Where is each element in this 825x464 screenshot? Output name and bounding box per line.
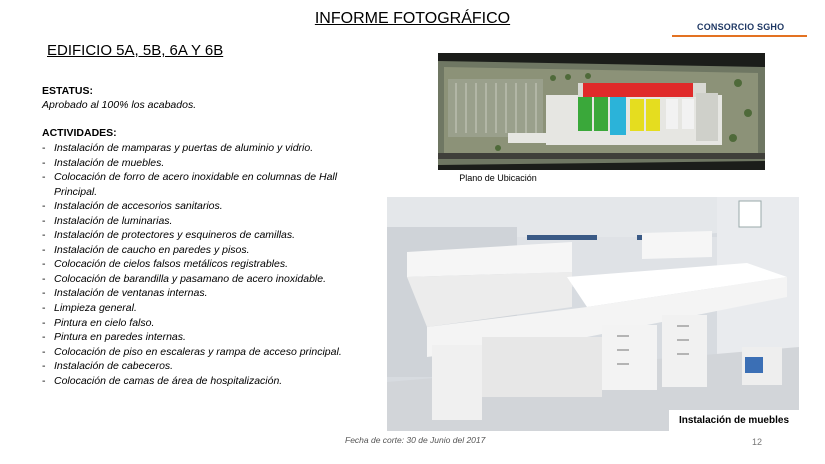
cutoff-date: Fecha de corte: 30 de Junio del 2017 <box>345 435 486 445</box>
activities-label: ACTIVIDADES: <box>42 127 117 139</box>
list-item: - Pintura en paredes internas. <box>42 330 372 345</box>
page-number: 12 <box>752 437 763 447</box>
report-title: INFORME FOTOGRÁFICO <box>314 10 511 27</box>
list-item: - Colocación de barandilla y pasamano de acero inoxidable. <box>42 272 372 287</box>
status-label: ESTATUS: <box>42 85 93 97</box>
list-item: - Instalación de cabeceros. <box>42 359 372 374</box>
list-item: - Colocación de forro de acero inoxidable en columnas de Hall Principal. <box>42 170 372 199</box>
list-item: - Instalación de mamparas y puertas de aluminio y vidrio. <box>42 141 372 156</box>
brand-underline <box>672 35 807 37</box>
list-item: - Instalación de accesorios sanitarios. <box>42 199 372 214</box>
plan-caption: Plano de Ubicación <box>441 170 555 186</box>
furniture-photo <box>387 197 799 431</box>
photo-caption: Instalación de muebles <box>669 410 799 431</box>
status-text: Aprobado al 100% los acabados. <box>42 99 197 111</box>
list-item: - Colocación de piso en escaleras y rampa de acceso principal. <box>42 345 372 360</box>
list-item: - Limpieza general. <box>42 301 372 316</box>
list-item: - Instalación de luminarias. <box>42 214 372 229</box>
list-item: - Instalación de muebles. <box>42 156 372 171</box>
site-plan-image <box>438 53 765 170</box>
brand-name: CONSORCIO SGHO <box>697 22 785 32</box>
list-item: - Instalación de caucho en paredes y pisos. <box>42 243 372 258</box>
building-subtitle: EDIFICIO 5A, 5B, 6A Y 6B <box>47 42 224 59</box>
activities-list <box>42 141 372 388</box>
list-item: - Colocación de camas de área de hospitalización. <box>42 374 372 389</box>
list-item: - Instalación de protectores y esquineros de camillas. <box>42 228 372 243</box>
list-item: - Instalación de ventanas internas. <box>42 286 372 301</box>
list-item: - Pintura en cielo falso. <box>42 316 372 331</box>
list-item: - Colocación de cielos falsos metálicos registrables. <box>42 257 372 272</box>
